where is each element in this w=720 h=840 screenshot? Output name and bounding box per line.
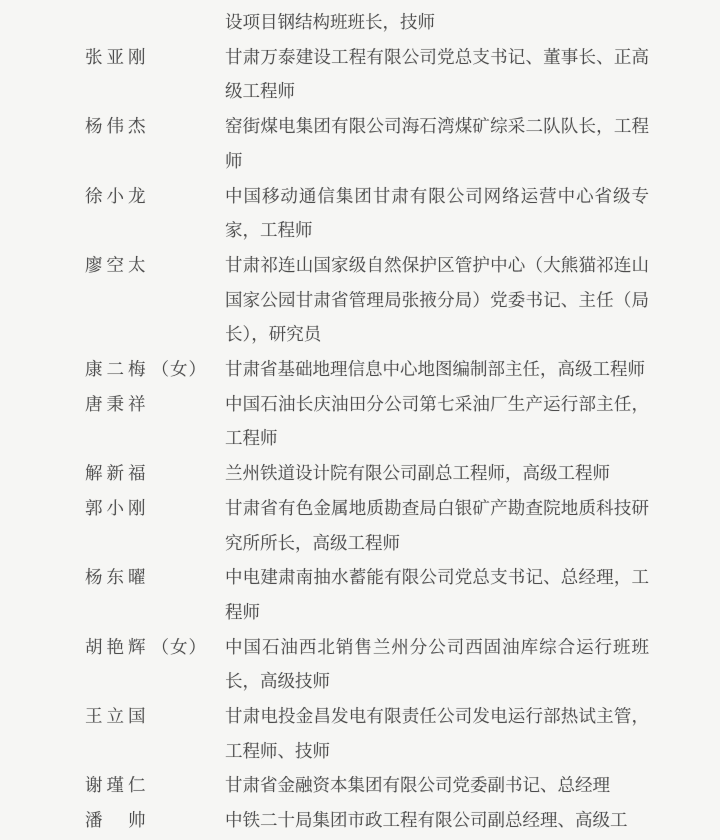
person-title: 中国石油长庆油田分公司第七采油厂生产运行部主任，工程师 [225, 393, 649, 449]
list-item [85, 179, 649, 248]
person-title: 甘肃电投金昌发电有限责任公司发电运行部热试主管，工程师、技师 [225, 706, 649, 761]
name-column [85, 491, 225, 526]
name-column [85, 179, 225, 214]
list-item [85, 803, 649, 838]
person-title: 甘肃祁连山国家级自然保护区管护中心（大熊猫祁连山国家公园甘肃省管理局张掖分局）党委书记、主任（局长），研究员 [225, 254, 649, 345]
name-column [85, 456, 225, 491]
person-title: 设项目钢结构班班长，技师 [225, 12, 435, 32]
list-item [85, 352, 649, 387]
list-item [85, 630, 649, 699]
person-name: 王立国 [85, 706, 150, 727]
name-column [85, 352, 225, 387]
list-item [85, 248, 649, 352]
name-column [85, 768, 225, 803]
person-name: 杨东曜 [85, 567, 150, 588]
list-item [85, 109, 649, 178]
list-item [85, 768, 649, 803]
list-item [85, 5, 649, 40]
person-title: 中电建肃南抽水蓄能有限公司党总支书记、总经理，工程师 [225, 567, 649, 622]
person-name: 杨伟杰 [85, 116, 150, 137]
person-name: 徐小龙 [85, 185, 150, 206]
person-title: 甘肃万泰建设工程有限公司党总支书记、董事长、正高级工程师 [225, 46, 649, 102]
name-column [85, 387, 225, 422]
name-column [85, 40, 225, 75]
person-name: 解新福 [85, 463, 150, 484]
person-title: 窑街煤电集团有限公司海石湾煤矿综采二队队长，工程师 [225, 116, 649, 171]
person-title: 中国石油西北销售兰州分公司西固油库综合运行班班长，高级技师 [225, 636, 649, 692]
list-item [85, 40, 649, 109]
person-name: 廖空太 [85, 254, 150, 275]
name-column [85, 109, 225, 144]
name-column [85, 803, 225, 838]
gender-note: （女） [151, 636, 207, 657]
person-title: 中国移动通信集团甘肃有限公司网络运营中心省级专家，工程师 [225, 185, 649, 241]
name-column [85, 5, 225, 40]
person-name: 谢瑾仁 [85, 775, 150, 796]
person-name: 张亚刚 [85, 46, 150, 67]
person-title: 中铁二十局集团市政工程有限公司副总经理、高级工 [225, 810, 628, 831]
person-title: 兰州铁道设计院有限公司副总工程师，高级工程师 [225, 463, 610, 484]
list-item [85, 456, 649, 491]
person-name: 胡艳辉 [85, 636, 150, 657]
gender-note: （女） [151, 359, 207, 380]
person-name: 康二梅 [85, 359, 150, 380]
person-name: 唐秉祥 [85, 393, 150, 414]
name-column [85, 699, 225, 734]
person-title: 甘肃省基础地理信息中心地图编制部主任，高级工程师 [225, 359, 645, 380]
person-name: 潘 帅 [85, 810, 150, 831]
name-column [85, 248, 225, 283]
list-item [85, 699, 649, 768]
person-name: 郭小刚 [85, 497, 150, 518]
list-item [85, 491, 649, 560]
person-title: 甘肃省金融资本集团有限公司党委副书记、总经理 [225, 775, 610, 796]
list-item [85, 560, 649, 629]
list-item [85, 387, 649, 456]
name-column [85, 560, 225, 595]
person-title: 甘肃省有色金属地质勘查局白银矿产勘查院地质科技研究所所长，高级工程师 [225, 497, 649, 553]
name-column [85, 630, 225, 665]
